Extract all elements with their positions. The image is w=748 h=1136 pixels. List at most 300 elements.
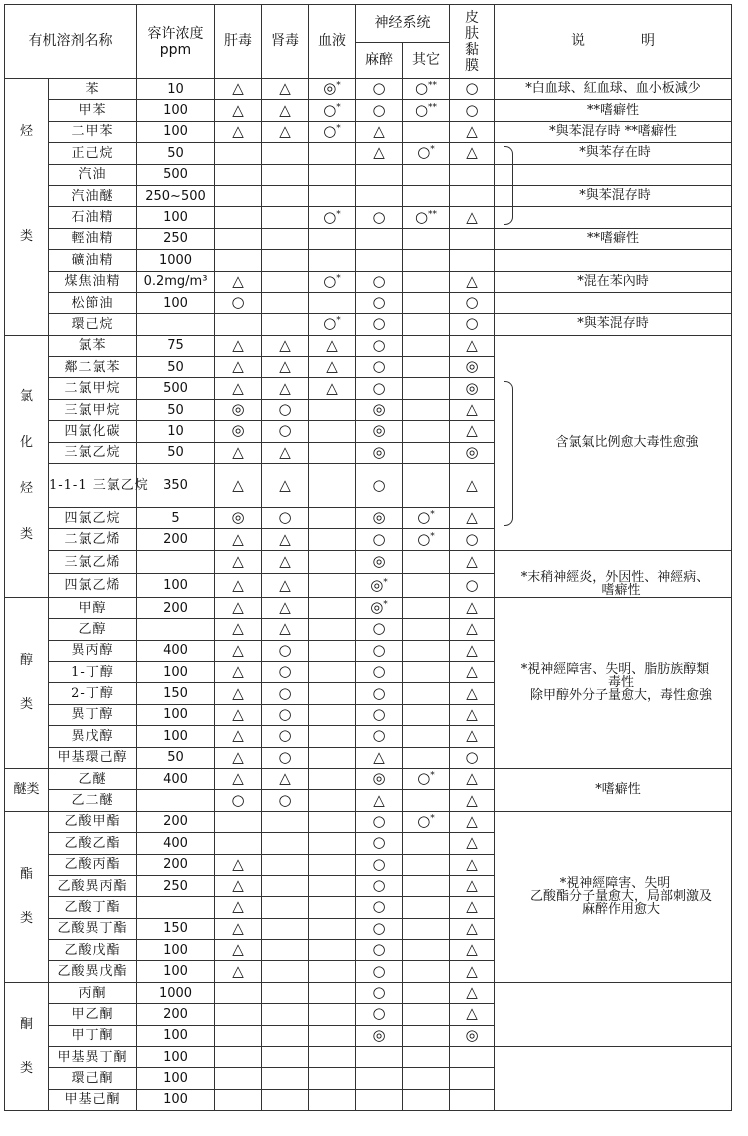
- kidney-toxicity: [262, 271, 309, 292]
- solvent-name: 石油精: [49, 207, 137, 228]
- skin-mucosa-effect-symbol: △: [466, 833, 478, 852]
- allowed-concentration: 100: [137, 661, 215, 682]
- skin-mucosa-effect-symbol: △: [466, 790, 478, 809]
- anesthesia-effect-symbol: ○: [372, 983, 386, 1002]
- note-text: 毒性: [607, 675, 634, 691]
- liver-toxicity: [215, 1089, 262, 1110]
- table-row: [5, 811, 732, 832]
- other-nervous-effect: [403, 207, 450, 228]
- other-nervous-effect: [403, 529, 450, 550]
- anesthesia-effect: [356, 335, 403, 356]
- skin-mucosa-effect: [450, 207, 495, 228]
- skin-mucosa-effect: [450, 421, 495, 442]
- anesthesia-effect: [356, 661, 403, 682]
- kidney-toxicity-symbol: △: [279, 552, 291, 571]
- table-row: [5, 228, 732, 249]
- header-solvent-name: 有机溶剂名称: [5, 5, 137, 79]
- anesthesia-effect-symbol: ○: [372, 854, 386, 873]
- other-nervous-effect-symbol: ○: [414, 207, 429, 226]
- other-nervous-effect: [403, 1047, 450, 1068]
- table-row: [5, 79, 732, 100]
- solvent-name: 正己烷: [49, 143, 137, 164]
- skin-mucosa-effect-symbol: ○: [465, 747, 479, 766]
- liver-toxicity-symbol: ◎: [231, 508, 245, 527]
- anesthesia-effect-symbol: ○: [372, 683, 386, 702]
- anesthesia-effect: [356, 1004, 403, 1025]
- kidney-toxicity: [262, 790, 309, 811]
- anesthesia-effect: [356, 399, 403, 420]
- header-explanation: 说 明: [495, 5, 732, 79]
- solvent-name: 乙醚: [49, 768, 137, 789]
- solvent-name: 異丁醇: [49, 704, 137, 725]
- allowed-concentration: 100: [137, 121, 215, 142]
- kidney-toxicity: [262, 1068, 309, 1089]
- skin-mucosa-effect-symbol: △: [466, 475, 478, 494]
- solvent-name: 乙酸異丁酯: [49, 918, 137, 939]
- liver-toxicity: [215, 79, 262, 100]
- other-nervous-effect-footnote-mark: **: [428, 102, 438, 113]
- liver-toxicity-symbol: △: [232, 442, 244, 461]
- anesthesia-effect: [356, 143, 403, 164]
- explanation-note: [495, 143, 732, 164]
- solvent-name: 甲基異丁酮: [49, 1047, 137, 1068]
- kidney-toxicity: [262, 683, 309, 704]
- kidney-toxicity: [262, 704, 309, 725]
- explanation-note: [495, 164, 732, 185]
- blood-toxicity: [309, 421, 356, 442]
- solvent-name: 汽油: [49, 164, 137, 185]
- blood-toxicity: [309, 1089, 356, 1110]
- explanation-note: [495, 811, 732, 982]
- solvent-name: 環己烷: [49, 314, 137, 335]
- kidney-toxicity: [262, 143, 309, 164]
- kidney-toxicity: [262, 661, 309, 682]
- other-nervous-effect: [403, 661, 450, 682]
- skin-mucosa-effect: [450, 378, 495, 399]
- other-nervous-effect: [403, 918, 450, 939]
- skin-mucosa-effect: [450, 747, 495, 768]
- anesthesia-effect: [356, 961, 403, 982]
- skin-mucosa-effect: [450, 619, 495, 640]
- solvent-name: 四氯乙烷: [49, 508, 137, 529]
- skin-mucosa-effect-symbol: △: [466, 704, 478, 723]
- header-nervous-system: 神经系统: [356, 5, 450, 43]
- anesthesia-effect-symbol: ○: [372, 100, 386, 119]
- anesthesia-effect: [356, 619, 403, 640]
- kidney-toxicity-symbol: △: [279, 442, 291, 461]
- kidney-toxicity: [262, 875, 309, 896]
- kidney-toxicity: [262, 399, 309, 420]
- anesthesia-effect-symbol: △: [373, 121, 385, 140]
- liver-toxicity-symbol: △: [232, 357, 244, 376]
- liver-toxicity: [215, 982, 262, 1003]
- other-nervous-effect-footnote-mark: *: [430, 813, 435, 824]
- note-text: *嗜癖性: [595, 782, 641, 798]
- blood-toxicity: [309, 918, 356, 939]
- skin-mucosa-effect-symbol: △: [466, 769, 478, 788]
- anesthesia-effect-symbol: ○: [372, 833, 386, 852]
- category-label: 酯: [19, 866, 33, 882]
- solvent-name: 乙酸異丙酯: [49, 875, 137, 896]
- liver-toxicity: [215, 207, 262, 228]
- skin-mucosa-effect-symbol: △: [466, 811, 478, 830]
- blood-toxicity: [309, 790, 356, 811]
- anesthesia-effect: [356, 574, 403, 598]
- kidney-toxicity: [262, 597, 309, 618]
- skin-mucosa-effect-symbol: △: [466, 508, 478, 527]
- anesthesia-effect-symbol: ◎: [372, 508, 386, 527]
- kidney-toxicity: [262, 228, 309, 249]
- allowed-concentration: 100: [137, 961, 215, 982]
- liver-toxicity-symbol: △: [232, 475, 244, 494]
- liver-toxicity-symbol: △: [232, 683, 244, 702]
- liver-toxicity-symbol: △: [232, 940, 244, 959]
- skin-mucosa-effect: [450, 704, 495, 725]
- liver-toxicity: [215, 726, 262, 747]
- liver-toxicity: [215, 747, 262, 768]
- other-nervous-effect: [403, 121, 450, 142]
- note-text: *與苯混存時 **嗜癖性: [549, 123, 677, 139]
- anesthesia-effect: [356, 982, 403, 1003]
- skin-mucosa-effect-symbol: △: [466, 1004, 478, 1023]
- other-nervous-effect: [403, 790, 450, 811]
- skin-mucosa-effect-symbol: ○: [465, 575, 479, 594]
- explanation-note: [495, 314, 732, 335]
- category-label: 酮: [19, 1016, 33, 1032]
- other-nervous-effect: [403, 982, 450, 1003]
- liver-toxicity-symbol: △: [232, 918, 244, 937]
- blood-toxicity-footnote-mark: *: [336, 102, 341, 113]
- liver-toxicity-symbol: △: [232, 100, 244, 119]
- skin-mucosa-effect-symbol: ○: [465, 529, 479, 548]
- liver-toxicity-symbol: △: [232, 897, 244, 916]
- explanation-note: [495, 550, 732, 597]
- other-nervous-effect-footnote-mark: *: [430, 145, 435, 156]
- anesthesia-effect: [356, 100, 403, 121]
- anesthesia-effect-symbol: ○: [372, 662, 386, 681]
- skin-mucosa-effect-symbol: △: [466, 940, 478, 959]
- skin-mucosa-effect: [450, 833, 495, 854]
- blood-toxicity: [309, 357, 356, 378]
- kidney-toxicity-symbol: ○: [278, 400, 292, 419]
- skin-mucosa-effect: [450, 574, 495, 598]
- solvent-name: 三氯乙烯: [49, 550, 137, 574]
- explanation-note: [495, 100, 732, 121]
- liver-toxicity: [215, 768, 262, 789]
- anesthesia-effect-symbol: ◎: [370, 598, 384, 616]
- allowed-concentration: 400: [137, 640, 215, 661]
- blood-toxicity-symbol: ○: [323, 314, 337, 333]
- explanation-note: [495, 121, 732, 142]
- anesthesia-effect-symbol: ○: [372, 207, 386, 226]
- liver-toxicity: [215, 399, 262, 420]
- table-row: [5, 164, 732, 185]
- blood-toxicity: [309, 1004, 356, 1025]
- kidney-toxicity-symbol: △: [279, 598, 291, 616]
- other-nervous-effect: [403, 1068, 450, 1089]
- category-cell: [5, 597, 49, 768]
- liver-toxicity: [215, 961, 262, 982]
- kidney-toxicity: [262, 897, 309, 918]
- skin-mucosa-effect: [450, 661, 495, 682]
- solvent-name: 乙酸丁酯: [49, 897, 137, 918]
- blood-toxicity-symbol: ○: [323, 121, 337, 140]
- anesthesia-effect-symbol: ○: [372, 918, 386, 937]
- skin-mucosa-effect-symbol: △: [466, 143, 478, 162]
- skin-mucosa-effect-symbol: △: [466, 683, 478, 702]
- kidney-toxicity: [262, 619, 309, 640]
- skin-mucosa-effect-symbol: ◎: [465, 357, 479, 376]
- anesthesia-effect-symbol: ○: [372, 335, 386, 354]
- blood-toxicity-footnote-mark: *: [336, 316, 341, 327]
- skin-mucosa-effect-symbol: △: [466, 640, 478, 659]
- anesthesia-effect-symbol: △: [373, 143, 385, 162]
- anesthesia-effect-symbol: ◎: [372, 552, 386, 571]
- allowed-concentration: 500: [137, 378, 215, 399]
- other-nervous-effect: [403, 726, 450, 747]
- kidney-toxicity: [262, 768, 309, 789]
- kidney-toxicity: [262, 574, 309, 598]
- liver-toxicity-symbol: ◎: [231, 421, 245, 440]
- skin-mucosa-effect: [450, 164, 495, 185]
- solvent-name: 2-丁醇: [49, 683, 137, 704]
- solvent-name: 乙酸乙酯: [49, 833, 137, 854]
- solvent-name: 二氯甲烷: [49, 378, 137, 399]
- explanation-note: [495, 207, 732, 228]
- allowed-concentration: 10: [137, 79, 215, 100]
- blood-toxicity: [309, 683, 356, 704]
- kidney-toxicity: [262, 833, 309, 854]
- skin-mucosa-effect-symbol: △: [466, 400, 478, 419]
- liver-toxicity: [215, 897, 262, 918]
- other-nervous-effect-symbol: ○: [417, 143, 431, 162]
- blood-toxicity-symbol: ◎: [323, 79, 337, 98]
- skin-mucosa-effect: [450, 314, 495, 335]
- table-row: [5, 550, 732, 574]
- allowed-concentration: 150: [137, 683, 215, 704]
- anesthesia-effect-symbol: △: [373, 747, 385, 766]
- explanation-note: [495, 271, 732, 292]
- allowed-concentration: 100: [137, 207, 215, 228]
- note-text: *末稍神經炎，外因性、神經病、: [520, 569, 710, 585]
- anesthesia-effect: [356, 1025, 403, 1046]
- blood-toxicity-symbol: △: [326, 378, 338, 397]
- anesthesia-effect: [356, 918, 403, 939]
- anesthesia-effect-symbol: ○: [372, 357, 386, 376]
- skin-mucosa-effect-symbol: ○: [465, 314, 479, 333]
- header-row: [5, 5, 732, 43]
- kidney-toxicity: [262, 207, 309, 228]
- solvent-name: 煤焦油精: [49, 271, 137, 292]
- solvent-name: 乙酸丙酯: [49, 854, 137, 875]
- other-nervous-effect: [403, 897, 450, 918]
- other-nervous-effect-footnote-mark: *: [430, 770, 435, 781]
- allowed-concentration: 100: [137, 704, 215, 725]
- skin-mucosa-effect: [450, 442, 495, 463]
- liver-toxicity-symbol: △: [232, 271, 244, 290]
- liver-toxicity-symbol: ○: [231, 293, 245, 312]
- category-label: 醚类: [13, 781, 40, 797]
- anesthesia-effect: [356, 875, 403, 896]
- skin-mucosa-effect: [450, 1025, 495, 1046]
- liver-toxicity-symbol: △: [232, 769, 244, 788]
- other-nervous-effect: [403, 1089, 450, 1110]
- blood-toxicity: [309, 982, 356, 1003]
- other-nervous-effect: [403, 854, 450, 875]
- other-nervous-effect: [403, 100, 450, 121]
- anesthesia-effect-symbol: ◎: [372, 769, 386, 788]
- allowed-concentration: 200: [137, 529, 215, 550]
- allowed-concentration: 200: [137, 854, 215, 875]
- skin-mucosa-effect-symbol: △: [466, 897, 478, 916]
- blood-toxicity: [309, 529, 356, 550]
- blood-toxicity: [309, 314, 356, 335]
- blood-toxicity: [309, 940, 356, 961]
- allowed-concentration: 100: [137, 100, 215, 121]
- liver-toxicity: [215, 854, 262, 875]
- liver-toxicity: [215, 704, 262, 725]
- allowed-concentration: 100: [137, 1047, 215, 1068]
- other-nervous-effect: [403, 1004, 450, 1025]
- liver-toxicity: [215, 314, 262, 335]
- liver-toxicity-symbol: △: [232, 662, 244, 681]
- anesthesia-effect-symbol: ○: [372, 640, 386, 659]
- skin-mucosa-effect-symbol: △: [466, 271, 478, 290]
- other-nervous-effect: [403, 228, 450, 249]
- solvent-name: 鄰二氯苯: [49, 357, 137, 378]
- anesthesia-effect: [356, 378, 403, 399]
- skin-mucosa-effect-symbol: △: [466, 552, 478, 571]
- category-label-suffix: 类: [19, 228, 33, 244]
- skin-mucosa-effect: [450, 464, 495, 508]
- anesthesia-effect: [356, 811, 403, 832]
- skin-mucosa-effect-symbol: △: [466, 598, 478, 616]
- note-text: 含氯氣比例愈大毒性愈強: [555, 435, 699, 451]
- allowed-concentration: 100: [137, 726, 215, 747]
- liver-toxicity: [215, 1068, 262, 1089]
- blood-toxicity: [309, 271, 356, 292]
- anesthesia-effect-symbol: ○: [372, 876, 386, 895]
- liver-toxicity-symbol: △: [232, 619, 244, 638]
- solvent-name: 松節油: [49, 292, 137, 313]
- liver-toxicity-symbol: △: [232, 552, 244, 571]
- kidney-toxicity: [262, 529, 309, 550]
- allowed-concentration: 50: [137, 442, 215, 463]
- anesthesia-effect-symbol: ○: [372, 619, 386, 638]
- anesthesia-effect-symbol: ◎: [372, 442, 386, 461]
- anesthesia-effect-symbol: ○: [372, 378, 386, 397]
- skin-mucosa-effect: [450, 597, 495, 618]
- anesthesia-effect-symbol: ○: [372, 529, 386, 548]
- other-nervous-effect: [403, 574, 450, 598]
- table-row: [5, 314, 732, 335]
- liver-toxicity: [215, 464, 262, 508]
- note-text: *與苯混存時: [577, 316, 649, 332]
- kidney-toxicity: [262, 421, 309, 442]
- other-nervous-effect-symbol: ○: [414, 100, 429, 119]
- explanation-note: [495, 982, 732, 1046]
- blood-toxicity-symbol: ○: [323, 271, 337, 290]
- skin-mucosa-effect: [450, 335, 495, 356]
- kidney-toxicity: [262, 1004, 309, 1025]
- anesthesia-effect-symbol: ◎: [370, 575, 384, 594]
- skin-mucosa-effect-symbol: △: [466, 662, 478, 681]
- liver-toxicity-symbol: △: [232, 598, 244, 616]
- other-nervous-effect: [403, 550, 450, 574]
- skin-mucosa-effect: [450, 100, 495, 121]
- anesthesia-effect: [356, 683, 403, 704]
- kidney-toxicity-symbol: △: [279, 100, 291, 119]
- other-nervous-effect: [403, 619, 450, 640]
- liver-toxicity: [215, 250, 262, 271]
- kidney-toxicity-symbol: △: [279, 79, 291, 98]
- other-nervous-effect-symbol: ○: [417, 529, 431, 548]
- kidney-toxicity: [262, 982, 309, 1003]
- liver-toxicity: [215, 640, 262, 661]
- kidney-toxicity-symbol: ○: [278, 704, 292, 723]
- anesthesia-effect: [356, 940, 403, 961]
- skin-mucosa-effect-symbol: △: [466, 726, 478, 745]
- other-nervous-effect: [403, 271, 450, 292]
- kidney-toxicity: [262, 1089, 309, 1110]
- kidney-toxicity-symbol: ○: [278, 640, 292, 659]
- blood-toxicity: [309, 1068, 356, 1089]
- note-text: *與苯存在時: [579, 145, 651, 161]
- skin-mucosa-effect: [450, 399, 495, 420]
- solvent-name: 三氯乙烷: [49, 442, 137, 463]
- category-cell: [5, 768, 49, 811]
- solvent-name: 環己酮: [49, 1068, 137, 1089]
- kidney-toxicity-symbol: ○: [278, 747, 292, 766]
- note-text: *視神經障害、失明: [559, 876, 671, 892]
- solvent-name: 輕油精: [49, 228, 137, 249]
- header-allowed-unit: ppm: [159, 41, 192, 58]
- header-allowed-concentration-label: 容许浓度: [147, 25, 204, 42]
- kidney-toxicity: [262, 378, 309, 399]
- bracket-hexane-to-petroleum: [504, 146, 513, 225]
- solvent-name: 甲丁酮: [49, 1025, 137, 1046]
- blood-toxicity: [309, 464, 356, 508]
- liver-toxicity: [215, 683, 262, 704]
- allowed-concentration: 100: [137, 1025, 215, 1046]
- skin-mucosa-effect: [450, 185, 495, 206]
- anesthesia-effect: [356, 833, 403, 854]
- allowed-concentration: 400: [137, 768, 215, 789]
- other-nervous-effect: [403, 378, 450, 399]
- allowed-concentration: 400: [137, 833, 215, 854]
- allowed-concentration: 1000: [137, 250, 215, 271]
- other-nervous-effect: [403, 335, 450, 356]
- kidney-toxicity: [262, 357, 309, 378]
- anesthesia-effect: [356, 228, 403, 249]
- blood-toxicity: [309, 399, 356, 420]
- other-nervous-effect-symbol: ○: [417, 811, 431, 830]
- solvent-name: 二甲苯: [49, 121, 137, 142]
- liver-toxicity-symbol: △: [232, 640, 244, 659]
- other-nervous-effect: [403, 704, 450, 725]
- anesthesia-effect: [356, 250, 403, 271]
- anesthesia-effect: [356, 529, 403, 550]
- blood-toxicity: [309, 640, 356, 661]
- solvent-toxicity-table-container: [4, 4, 732, 1111]
- blood-toxicity: [309, 854, 356, 875]
- blood-toxicity: [309, 597, 356, 618]
- kidney-toxicity: [262, 314, 309, 335]
- blood-toxicity: [309, 661, 356, 682]
- anesthesia-effect-symbol: ◎: [372, 421, 386, 440]
- liver-toxicity-symbol: △: [232, 121, 244, 140]
- other-nervous-effect-footnote-mark: **: [428, 209, 438, 220]
